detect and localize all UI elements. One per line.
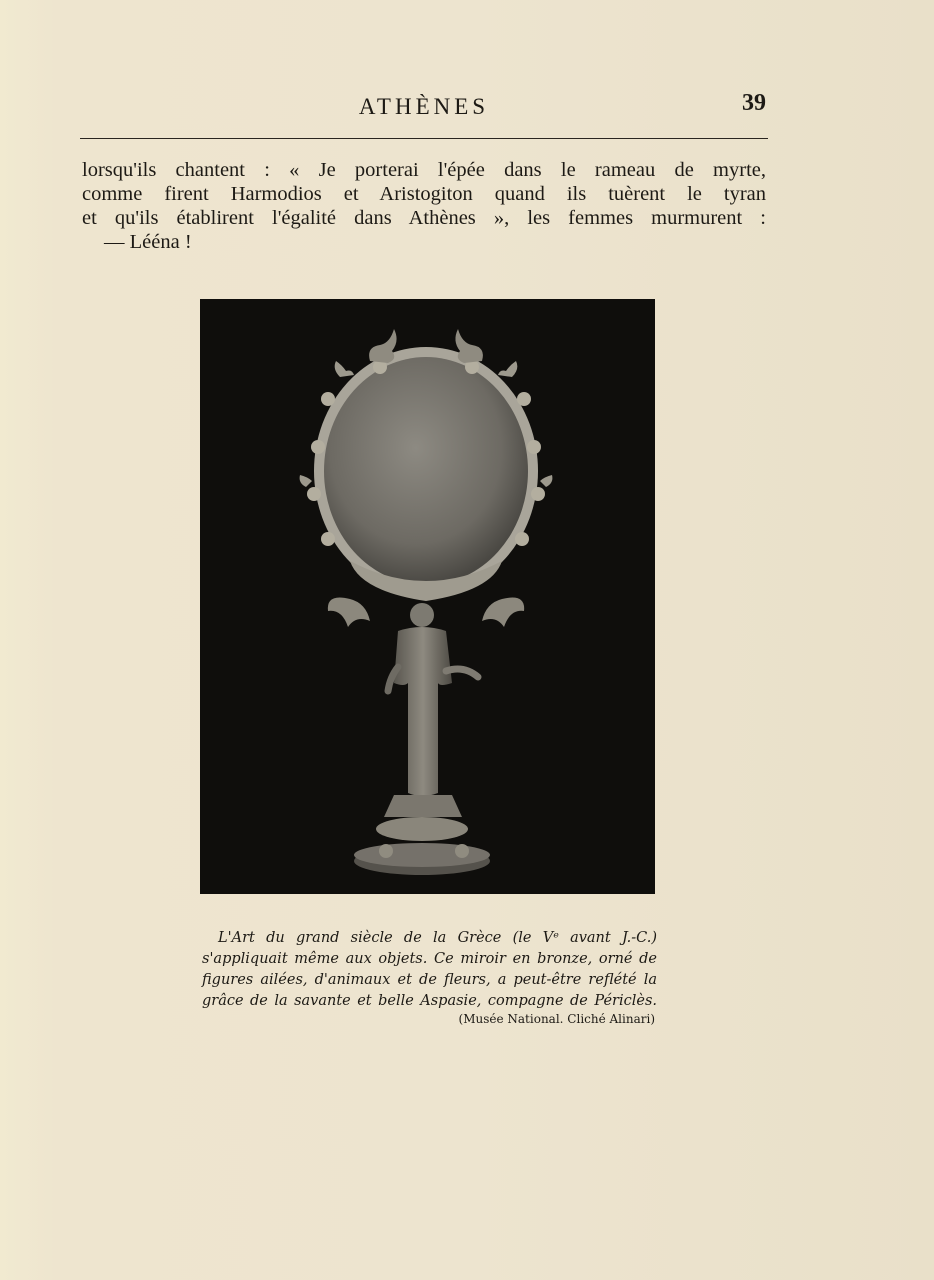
caption-line: figures ailées, d'animaux et de fleurs, a peut-être reflété la xyxy=(202,972,657,988)
figure-caption xyxy=(202,928,657,1012)
page-header xyxy=(80,88,768,139)
page-number: 39 xyxy=(742,90,766,116)
photo-credit: (Musée National. Cliché Alinari) xyxy=(458,1012,655,1026)
caption-line: L'Art du grand siècle de la Grèce (le Vᵉ avant J.-C.) xyxy=(218,930,657,946)
bronze-mirror-photo xyxy=(200,299,655,894)
text-line: lorsqu'ils chantent : « Je porterai l'épée dans le rameau de myrte, xyxy=(82,159,766,181)
body-text xyxy=(82,158,766,254)
dialogue-line: — Lééna ! xyxy=(104,231,192,253)
text-line: comme firent Harmodios et Aristogiton quand ils tuèrent le tyran xyxy=(82,183,766,205)
caption-line: grâce de la savante et belle Aspasie, compagne de Périclès. xyxy=(202,993,657,1009)
text-line: et qu'ils établirent l'égalité dans Athènes », les femmes murmurent : xyxy=(82,207,766,229)
bronze-mirror-illustration xyxy=(200,299,655,894)
running-title: ATHÈNES xyxy=(358,94,490,119)
caption-line: s'appliquait même aux objets. Ce miroir en bronze, orné de xyxy=(202,951,657,967)
